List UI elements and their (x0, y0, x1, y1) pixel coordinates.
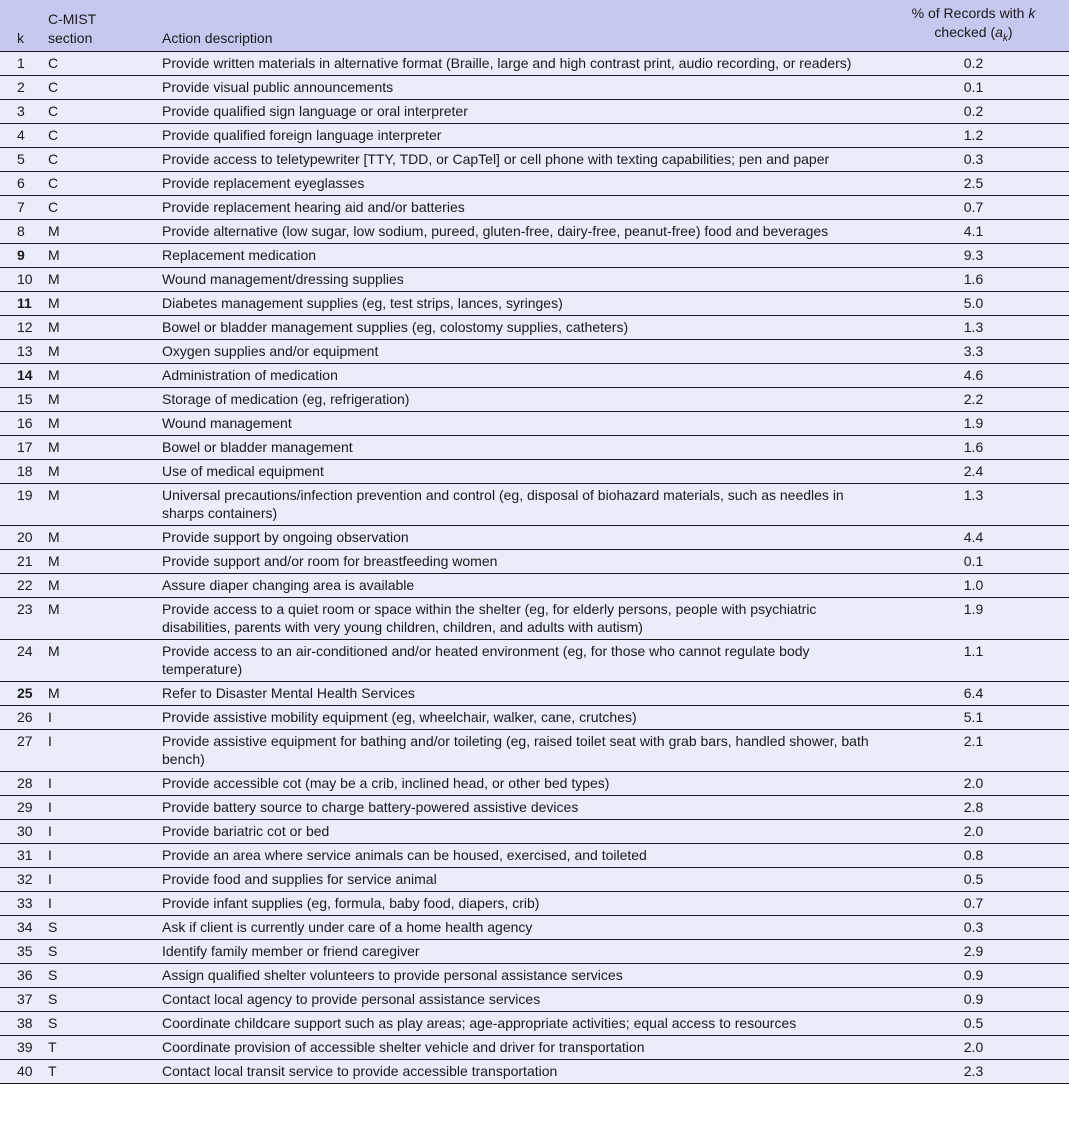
row-k: 40 (0, 1059, 38, 1083)
row-description: Storage of medication (eg, refrigeration) (152, 387, 882, 411)
row-k: 7 (0, 195, 38, 219)
row-description: Provide assistive mobility equipment (eg, wheelchair, walker, cane, crutches) (152, 705, 882, 729)
table-row (0, 123, 1069, 147)
row-pct: 1.6 (882, 267, 1069, 291)
table-row (0, 459, 1069, 483)
header-pct-sub: k (1002, 32, 1008, 44)
row-section: M (38, 639, 152, 681)
row-section: I (38, 867, 152, 891)
row-description: Coordinate childcare support such as play areas; age-appropriate activities; equal access to resources (152, 1011, 882, 1035)
row-k: 8 (0, 219, 38, 243)
row-pct: 1.9 (882, 411, 1069, 435)
row-section: M (38, 267, 152, 291)
row-pct: 0.3 (882, 147, 1069, 171)
header-description-label: Action description (162, 29, 273, 46)
row-k: 34 (0, 915, 38, 939)
row-pct: 2.3 (882, 1059, 1069, 1083)
row-description: Administration of medication (152, 363, 882, 387)
row-pct: 4.1 (882, 219, 1069, 243)
row-description: Assure diaper changing area is available (152, 573, 882, 597)
table-row (0, 549, 1069, 573)
row-section: M (38, 597, 152, 639)
row-section: M (38, 387, 152, 411)
table-row (0, 291, 1069, 315)
header-section-line1: C-MIST (48, 10, 97, 27)
table-row (0, 315, 1069, 339)
table-row (0, 195, 1069, 219)
row-description: Provide an area where service animals can be housed, exercised, and toileted (152, 843, 882, 867)
row-pct: 0.7 (882, 891, 1069, 915)
table-row (0, 1011, 1069, 1035)
table-row (0, 147, 1069, 171)
row-section: S (38, 963, 152, 987)
row-description: Coordinate provision of accessible shelter vehicle and driver for transportation (152, 1035, 882, 1059)
row-k: 3 (0, 99, 38, 123)
table-row (0, 525, 1069, 549)
row-pct: 2.0 (882, 1035, 1069, 1059)
row-pct: 0.5 (882, 1011, 1069, 1035)
row-pct: 0.8 (882, 843, 1069, 867)
row-description: Identify family member or friend caregiver (152, 939, 882, 963)
table-row (0, 387, 1069, 411)
row-description: Provide replacement eyeglasses (152, 171, 882, 195)
row-section: I (38, 819, 152, 843)
row-description: Bowel or bladder management supplies (eg, colostomy supplies, catheters) (152, 315, 882, 339)
row-pct: 0.9 (882, 987, 1069, 1011)
row-pct: 1.3 (882, 483, 1069, 525)
row-section: C (38, 171, 152, 195)
row-description: Provide alternative (low sugar, low sodium, pureed, gluten-free, dairy-free, peanut-free) food and beverages (152, 219, 882, 243)
row-section: M (38, 549, 152, 573)
row-pct: 2.8 (882, 795, 1069, 819)
row-pct: 2.0 (882, 819, 1069, 843)
row-k: 1 (0, 51, 38, 75)
header-k-label: k (17, 29, 24, 46)
row-section: M (38, 483, 152, 525)
row-pct: 2.2 (882, 387, 1069, 411)
table-row (0, 219, 1069, 243)
row-pct: 0.1 (882, 549, 1069, 573)
row-pct: 0.2 (882, 51, 1069, 75)
row-k: 27 (0, 729, 38, 771)
row-k: 9 (0, 243, 38, 267)
table-row (0, 819, 1069, 843)
row-k: 16 (0, 411, 38, 435)
row-k: 33 (0, 891, 38, 915)
row-description: Provide access to an air-conditioned and/or heated environment (eg, for those who cannot regulate body temperature) (152, 639, 882, 681)
row-pct: 1.2 (882, 123, 1069, 147)
row-section: S (38, 915, 152, 939)
row-description: Provide access to a quiet room or space within the shelter (eg, for elderly persons, people with psychiatric disabilities, parents with very young children, children, and adults with autism) (152, 597, 882, 639)
table-row (0, 99, 1069, 123)
row-description: Provide qualified sign language or oral interpreter (152, 99, 882, 123)
table-row (0, 243, 1069, 267)
row-k: 21 (0, 549, 38, 573)
table-row (0, 363, 1069, 387)
row-pct: 0.2 (882, 99, 1069, 123)
row-pct: 3.3 (882, 339, 1069, 363)
row-pct: 2.4 (882, 459, 1069, 483)
row-pct: 0.3 (882, 915, 1069, 939)
row-description: Assign qualified shelter volunteers to provide personal assistance services (152, 963, 882, 987)
row-k: 11 (0, 291, 38, 315)
header-k (0, 0, 38, 51)
row-k: 22 (0, 573, 38, 597)
row-pct: 4.6 (882, 363, 1069, 387)
header-section (38, 0, 152, 51)
row-section: C (38, 99, 152, 123)
row-section: M (38, 363, 152, 387)
row-description: Bowel or bladder management (152, 435, 882, 459)
table-row (0, 573, 1069, 597)
row-section: C (38, 123, 152, 147)
table-row (0, 843, 1069, 867)
row-description: Provide qualified foreign language interpreter (152, 123, 882, 147)
row-description: Wound management (152, 411, 882, 435)
row-k: 25 (0, 681, 38, 705)
row-description: Replacement medication (152, 243, 882, 267)
row-section: M (38, 291, 152, 315)
row-description: Provide battery source to charge battery-powered assistive devices (152, 795, 882, 819)
row-k: 24 (0, 639, 38, 681)
table-row (0, 795, 1069, 819)
table-row (0, 705, 1069, 729)
row-section: T (38, 1059, 152, 1083)
header-row (0, 0, 1069, 51)
row-k: 35 (0, 939, 38, 963)
table-row (0, 435, 1069, 459)
row-k: 23 (0, 597, 38, 639)
row-pct: 0.9 (882, 963, 1069, 987)
row-section: M (38, 459, 152, 483)
row-pct: 0.5 (882, 867, 1069, 891)
table-row (0, 963, 1069, 987)
row-pct: 9.3 (882, 243, 1069, 267)
row-description: Diabetes management supplies (eg, test strips, lances, syringes) (152, 291, 882, 315)
row-section: M (38, 339, 152, 363)
row-section: C (38, 147, 152, 171)
row-section: C (38, 75, 152, 99)
row-pct: 5.0 (882, 291, 1069, 315)
row-k: 14 (0, 363, 38, 387)
row-pct: 0.7 (882, 195, 1069, 219)
row-k: 2 (0, 75, 38, 99)
row-description: Universal precautions/infection prevention and control (eg, disposal of biohazard materials, such as needles in sharps containers) (152, 483, 882, 525)
table-row (0, 681, 1069, 705)
row-section: I (38, 705, 152, 729)
row-description: Provide visual public announcements (152, 75, 882, 99)
row-section: C (38, 195, 152, 219)
row-pct: 1.3 (882, 315, 1069, 339)
row-section: I (38, 771, 152, 795)
row-pct: 2.0 (882, 771, 1069, 795)
row-description: Oxygen supplies and/or equipment (152, 339, 882, 363)
row-pct: 0.1 (882, 75, 1069, 99)
row-k: 36 (0, 963, 38, 987)
row-description: Provide food and supplies for service animal (152, 867, 882, 891)
row-description: Contact local transit service to provide accessible transportation (152, 1059, 882, 1083)
row-k: 32 (0, 867, 38, 891)
header-pct-suffix: ) (1007, 24, 1013, 40)
row-description: Use of medical equipment (152, 459, 882, 483)
row-section: M (38, 525, 152, 549)
table-row (0, 891, 1069, 915)
row-k: 31 (0, 843, 38, 867)
table-row (0, 1059, 1069, 1083)
row-pct: 2.9 (882, 939, 1069, 963)
table-row (0, 597, 1069, 639)
table-row (0, 771, 1069, 795)
row-section: C (38, 51, 152, 75)
row-k: 15 (0, 387, 38, 411)
row-pct: 2.5 (882, 171, 1069, 195)
row-k: 17 (0, 435, 38, 459)
row-description: Provide accessible cot (may be a crib, inclined head, or other bed types) (152, 771, 882, 795)
row-section: M (38, 435, 152, 459)
table-row (0, 867, 1069, 891)
row-description: Ask if client is currently under care of a home health agency (152, 915, 882, 939)
row-k: 29 (0, 795, 38, 819)
row-k: 6 (0, 171, 38, 195)
row-description: Wound management/dressing supplies (152, 267, 882, 291)
row-description: Provide access to teletypewriter [TTY, TDD, or CapTel] or cell phone with texting capabilities; pen and paper (152, 147, 882, 171)
header-pct-a: a (995, 24, 1003, 40)
table-row (0, 915, 1069, 939)
row-k: 37 (0, 987, 38, 1011)
row-section: M (38, 219, 152, 243)
row-section: S (38, 939, 152, 963)
row-k: 20 (0, 525, 38, 549)
row-pct: 4.4 (882, 525, 1069, 549)
row-section: I (38, 795, 152, 819)
table-row (0, 339, 1069, 363)
row-pct: 5.1 (882, 705, 1069, 729)
row-section: I (38, 843, 152, 867)
row-k: 38 (0, 1011, 38, 1035)
row-description: Provide infant supplies (eg, formula, baby food, diapers, crib) (152, 891, 882, 915)
row-section: I (38, 891, 152, 915)
row-section: M (38, 573, 152, 597)
row-k: 30 (0, 819, 38, 843)
table-row (0, 639, 1069, 681)
row-section: M (38, 681, 152, 705)
row-section: M (38, 411, 152, 435)
row-description: Provide support by ongoing observation (152, 525, 882, 549)
row-section: M (38, 243, 152, 267)
table-row (0, 411, 1069, 435)
row-section: M (38, 315, 152, 339)
header-description (152, 0, 882, 51)
table-row (0, 939, 1069, 963)
row-k: 13 (0, 339, 38, 363)
row-pct: 6.4 (882, 681, 1069, 705)
table-row (0, 51, 1069, 75)
row-pct: 1.6 (882, 435, 1069, 459)
table-body (0, 51, 1069, 1083)
header-pct-var: k (1028, 5, 1036, 21)
row-description: Provide written materials in alternative format (Braille, large and high contrast print, audio recording, or readers) (152, 51, 882, 75)
row-k: 5 (0, 147, 38, 171)
header-pct-line2-prefix: checked ( (934, 24, 996, 40)
table-row (0, 171, 1069, 195)
row-section: S (38, 1011, 152, 1035)
table-header (0, 0, 1069, 51)
table-row (0, 987, 1069, 1011)
table-row (0, 75, 1069, 99)
row-section: I (38, 729, 152, 771)
row-description: Provide bariatric cot or bed (152, 819, 882, 843)
row-section: T (38, 1035, 152, 1059)
row-description: Provide replacement hearing aid and/or batteries (152, 195, 882, 219)
row-description: Contact local agency to provide personal assistance services (152, 987, 882, 1011)
row-k: 39 (0, 1035, 38, 1059)
row-pct: 1.1 (882, 639, 1069, 681)
row-k: 19 (0, 483, 38, 525)
row-description: Refer to Disaster Mental Health Services (152, 681, 882, 705)
row-description: Provide support and/or room for breastfeeding women (152, 549, 882, 573)
header-pct-prefix: % of Records with (911, 5, 1029, 21)
row-description: Provide assistive equipment for bathing and/or toileting (eg, raised toilet seat with grab bars, handled shower, bath bench) (152, 729, 882, 771)
row-k: 28 (0, 771, 38, 795)
header-pct (882, 0, 1069, 51)
row-pct: 1.9 (882, 597, 1069, 639)
table-row (0, 267, 1069, 291)
row-k: 26 (0, 705, 38, 729)
header-section-line2: section (48, 29, 93, 46)
row-k: 4 (0, 123, 38, 147)
row-k: 10 (0, 267, 38, 291)
row-pct: 2.1 (882, 729, 1069, 771)
row-pct: 1.0 (882, 573, 1069, 597)
table-row (0, 1035, 1069, 1059)
row-k: 12 (0, 315, 38, 339)
table-row (0, 483, 1069, 525)
row-k: 18 (0, 459, 38, 483)
row-section: S (38, 987, 152, 1011)
table-row (0, 729, 1069, 771)
